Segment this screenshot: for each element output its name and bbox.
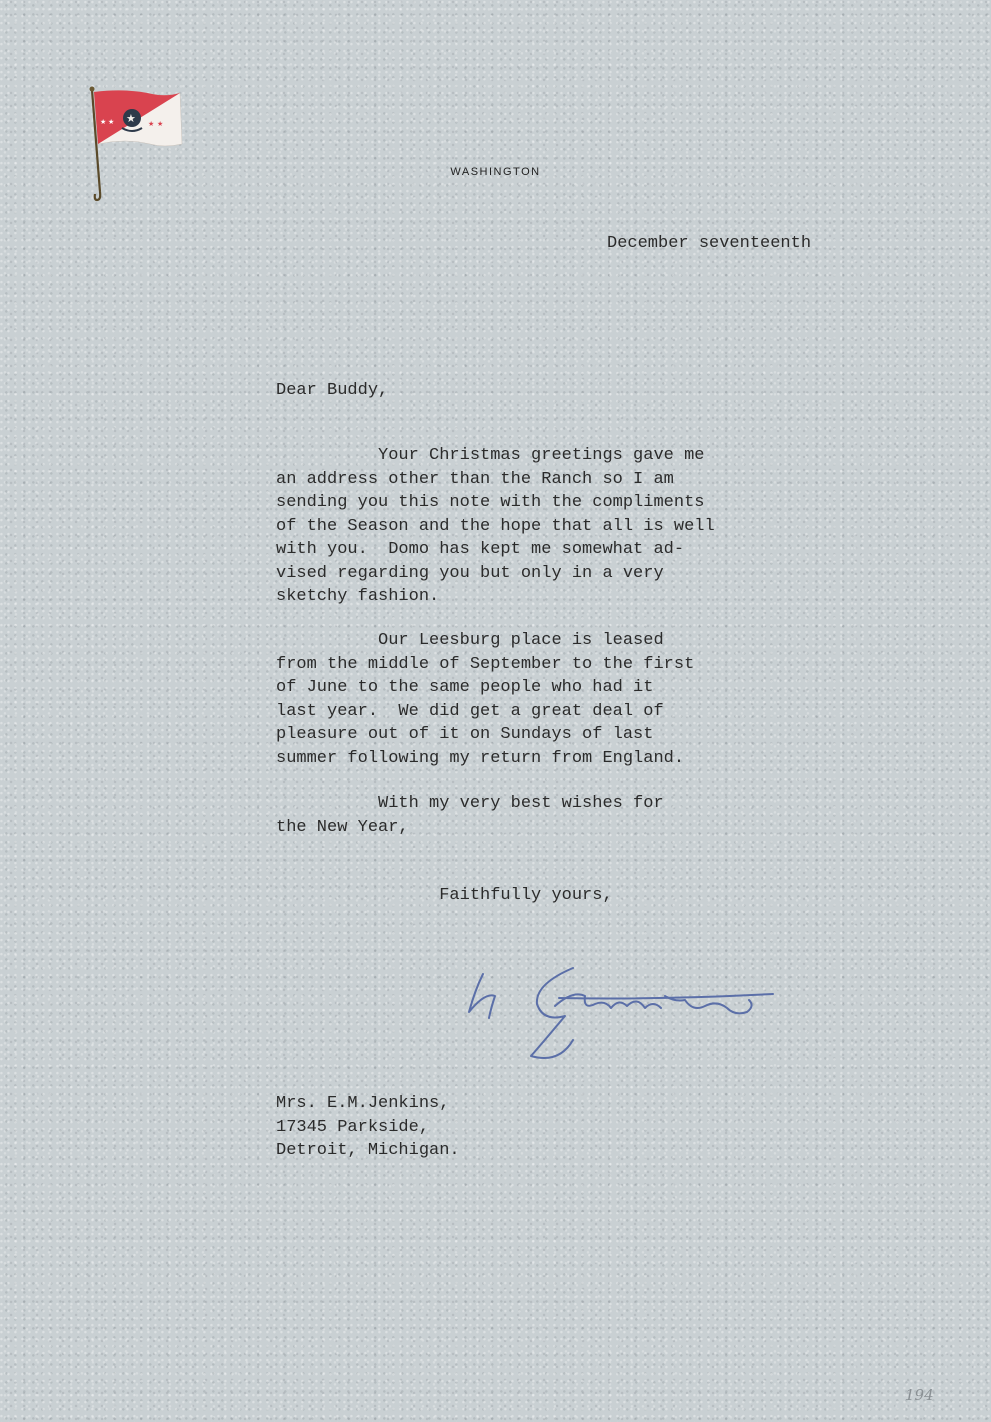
svg-text:★: ★	[157, 120, 164, 128]
recipient-address	[276, 1092, 460, 1163]
salutation: Dear Buddy,	[276, 381, 389, 400]
letter-date: December seventeenth	[607, 234, 812, 253]
svg-text:★: ★	[148, 120, 155, 128]
address-line-2: 17345 Parkside,	[276, 1117, 430, 1137]
flag-emblem	[86, 84, 186, 204]
address-line-3: Detroit, Michigan.	[276, 1141, 460, 1160]
body-paragraph-2: Our Leesburg place is leased from the middle of September to the first of June to the same people who had it last year. We did get a great deal of pleasure out of it on Sundays of last summer following my return from England.	[276, 631, 695, 768]
svg-text:★: ★	[126, 112, 136, 125]
svg-text:★: ★	[100, 118, 107, 126]
handwritten-signature	[455, 960, 785, 1070]
svg-text:★: ★	[108, 118, 115, 126]
body-paragraph-3: With my very best wishes for the New Year,	[276, 794, 664, 837]
address-line-1: Mrs. E.M.Jenkins,	[276, 1094, 450, 1113]
letterhead-city: WASHINGTON	[450, 166, 541, 178]
body-paragraph-1: Your Christmas greetings gave me an address other than the Ranch so I am sending you this note with the compliments of the Season and the hope that all is well with you. Domo has kept me somewhat ad- vised regarding you but only in a very sketchy fashion.	[276, 446, 715, 606]
complimentary-close: Faithfully yours,	[276, 886, 613, 905]
pencil-annotation: 194	[905, 1386, 934, 1404]
